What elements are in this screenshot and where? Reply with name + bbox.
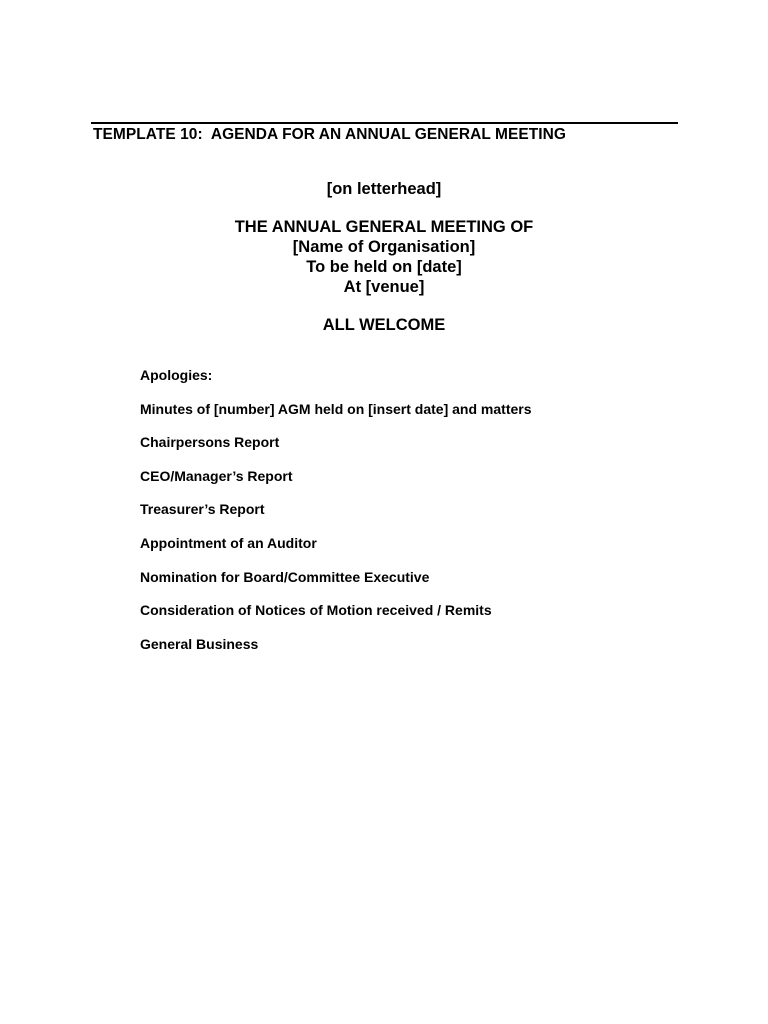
agenda-item-apologies: Apologies: bbox=[140, 367, 213, 383]
agenda-item-chairpersons-report: Chairpersons Report bbox=[140, 434, 280, 451]
agenda-item-appointment-auditor: Appointment of an Auditor bbox=[140, 534, 317, 551]
agenda-item-ceo-manager-report: CEO/Manager’s Report bbox=[140, 467, 293, 484]
title-rule bbox=[91, 122, 678, 124]
organisation-placeholder: [Name of Organisation] bbox=[292, 238, 476, 256]
meeting-heading: THE ANNUAL GENERAL MEETING OF bbox=[234, 218, 534, 236]
venue-line: At [venue] bbox=[343, 278, 425, 296]
template-title: TEMPLATE 10: AGENDA FOR AN ANNUAL GENERAL MEETING bbox=[93, 126, 566, 143]
agenda-item-nomination: Nomination for Board/Committee Executive bbox=[140, 568, 430, 585]
meeting-heading-block bbox=[0, 217, 768, 297]
date-line: To be held on [date] bbox=[306, 258, 462, 276]
welcome-line: ALL WELCOME bbox=[322, 316, 446, 334]
agenda-list bbox=[140, 367, 532, 669]
letterhead-note: [on letterhead] bbox=[326, 180, 442, 198]
agenda-item-minutes: Minutes of [number] AGM held on [insert date] and matters bbox=[140, 400, 532, 417]
agenda-item-notices-of-motion: Consideration of Notices of Motion received / Remits bbox=[140, 602, 492, 619]
agenda-item-general-business: General Business bbox=[140, 635, 259, 652]
agenda-item-treasurer-report: Treasurer’s Report bbox=[140, 501, 265, 518]
